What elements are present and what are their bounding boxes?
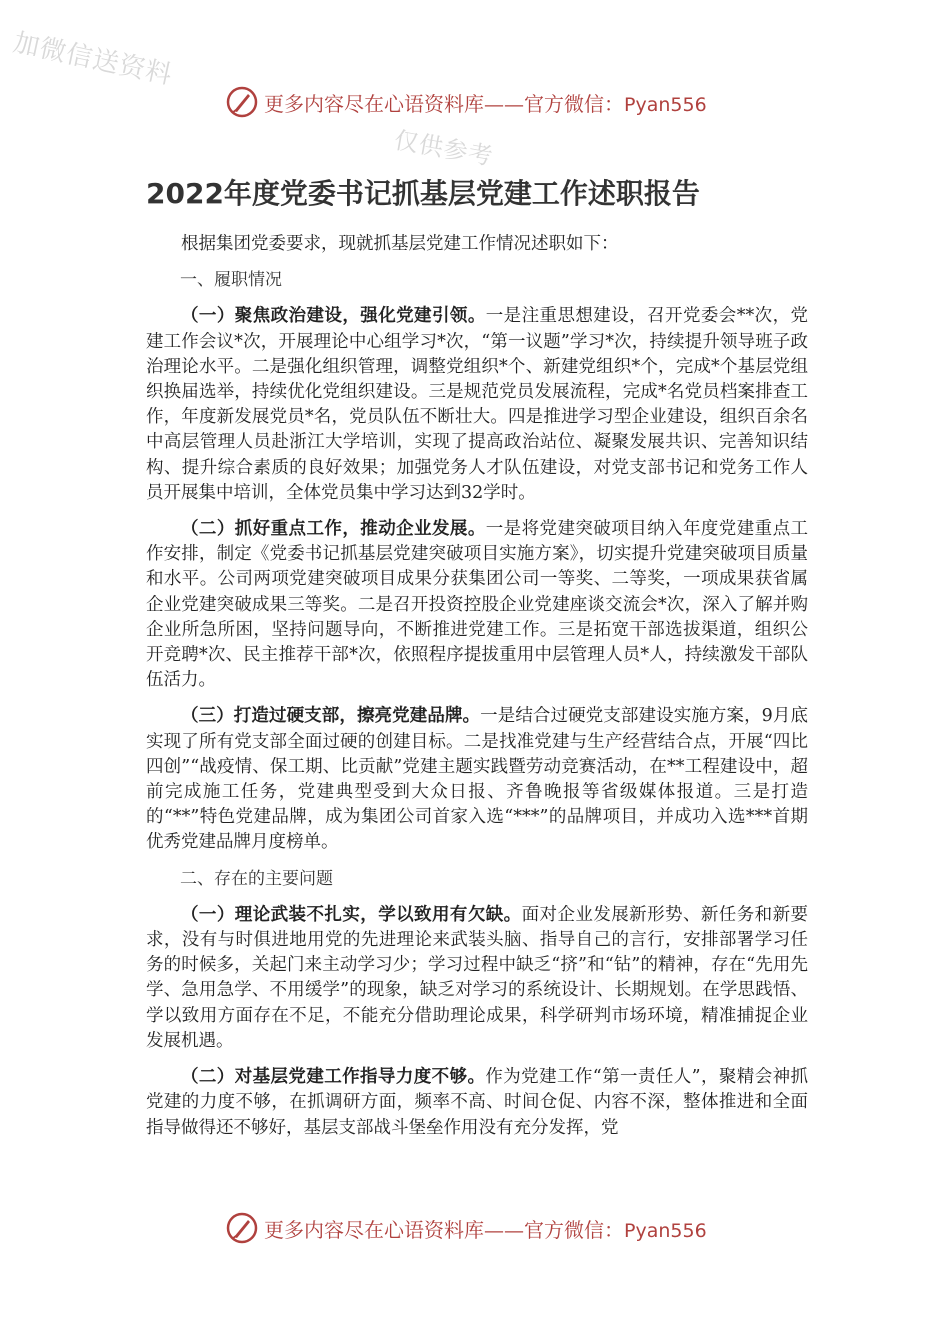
document-body xyxy=(146,232,808,1141)
paragraph-lead: （三）打造过硬支部，擦亮党建品牌。 xyxy=(181,706,481,727)
quill-logo-icon xyxy=(226,1212,258,1244)
document-title: 2022年度党委书记抓基层党建工作述职报告 xyxy=(146,177,700,210)
paragraph-lead: （二）抓好重点工作，推动企业发展。 xyxy=(181,519,486,540)
body-paragraph xyxy=(146,1065,808,1141)
body-paragraph xyxy=(146,704,808,855)
section-heading: 一、履职情况 xyxy=(180,270,282,291)
body-paragraph xyxy=(146,903,808,1054)
banner-wechat-id: Pyan556 xyxy=(624,1219,707,1242)
body-paragraph xyxy=(146,517,808,693)
paragraph-text: 作为党建工作“第一责任人”，聚精会神抓党建的力度不够，在抓调研方面，频率不高、时间仓促、内容不深，整体推进和全面指导做得还不够好，基层支部战斗堡垒作用没有充分发挥，党 xyxy=(146,1067,808,1138)
paragraph-text: 一是将党建突破项目纳入年度党建重点工作安排，制定《党委书记抓基层党建突破项目实施方案》，切实提升党建突破项目质量和水平。公司两项党建突破项目成果分获集团公司一等奖、二等奖，一项成果获省属企业党建突破成果三等奖。二是召开投资控股企业党建座谈交流会*次，深入了解并购企业所急所困，坚持问题导向，不断推进党建工作。三是拓宽干部选拔渠道，组织公开竞聘*次、民主推荐干部*次，依照程序提拔重用中层管理人员*人，持续激发干部队伍活力。 xyxy=(146,519,808,691)
paragraph-text: 面对企业发展新形势、新任务和新要求，没有与时俱进地用党的先进理论来武装头脑、指导自己的言行，安排部署学习任务的时候多，关起门来主动学习少；学习过程中缺乏“挤”和“钻”的精神，存在“先用先学、急用急学、不用缓学”的现象，缺乏对学习的系统设计、长期规划。在学思践悟、学以致用方面存在不足，不能充分借助理论成果，科学研判市场环境，精准捕捉企业发展机遇。 xyxy=(146,904,809,1051)
section-heading: 二、存在的主要问题 xyxy=(180,868,333,889)
paragraph-lead: （二）对基层党建工作指导力度不够。 xyxy=(181,1067,486,1088)
paragraph-lead: （一）理论武装不扎实，学以致用有欠缺。 xyxy=(181,904,522,925)
intro-paragraph: 根据集团党委要求，现就抓基层党建工作情况述职如下： xyxy=(181,234,619,254)
body-paragraph xyxy=(146,304,808,506)
banner-label: 更多内容尽在心语资料库——官方微信： xyxy=(264,91,624,116)
banner-text xyxy=(264,1214,707,1243)
header-banner xyxy=(226,84,707,120)
quill-logo-icon xyxy=(226,86,258,118)
banner-wechat-id: Pyan556 xyxy=(624,93,707,116)
banner-label: 更多内容尽在心语资料库——官方微信： xyxy=(264,1217,624,1242)
paragraph-lead: （一）聚焦政治建设，强化党建引领。 xyxy=(181,306,486,327)
watermark-text: 仅供参考 xyxy=(392,125,496,171)
watermark-text: 加微信送资料 xyxy=(10,27,176,91)
paragraph-text: 一是注重思想建设，召开党委会**次，党建工作会议*次，开展理论中心组学习*次，“第一议题”学习*次，持续提升领导班子政治理论水平。二是强化组织管理，调整党组织*个、新建党组织*个，完成*个基层党组织换届选举，持续优化党组织建设。三是规范党员发展流程，完成*名党员档案排查工作，年度新发展党员*名，党员队伍不断壮大。四是推进学习型企业建设，组织百余名中高层管理人员赴浙江大学培训，实现了提高政治站位、凝聚发展共识、完善知识结构、提升综合素质的良好效果；加强党务人才队伍建设，对党支部书记和党务工作人员开展集中培训，全体党员集中学习达到32学时。 xyxy=(146,306,808,503)
banner-text xyxy=(264,88,707,117)
paragraph-text: 一是结合过硬党支部建设实施方案，9月底实现了所有党支部全面过硬的创建目标。二是找准党建与生产经营结合点，开展“四比四创”“战疫情、保工期、比贡献”党建主题实践暨劳动竞赛活动，在**工程建设中，超前完成施工任务，党建典型受到大众日报、齐鲁晚报等省级媒体报道。三是打造的“**”特色党建品牌，成为集团公司首家入选“***”的品牌项目，并成功入选***首期优秀党建品牌月度榜单。 xyxy=(146,706,809,853)
footer-banner xyxy=(226,1210,707,1246)
